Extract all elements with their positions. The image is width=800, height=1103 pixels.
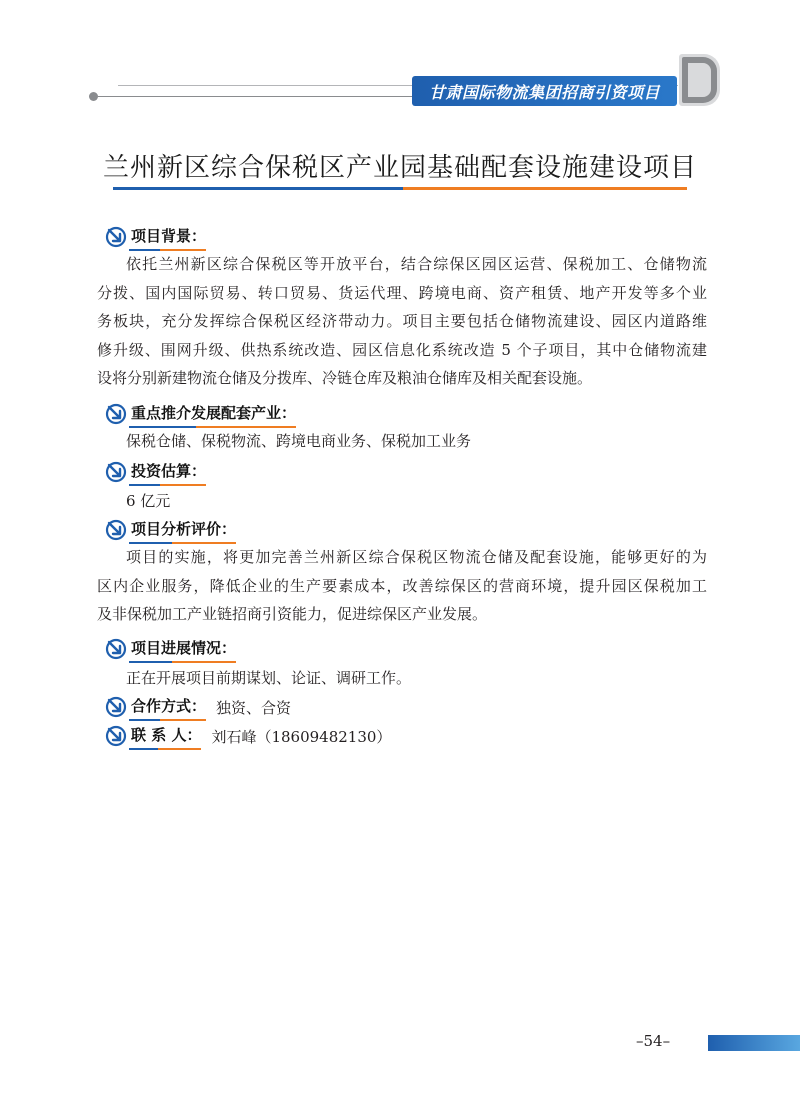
section-contact-label: 联 系 人： <box>131 724 201 748</box>
section-investment-heading <box>105 460 206 484</box>
section-cooperation-heading <box>105 695 291 719</box>
section-analysis-heading <box>105 518 236 542</box>
section-investment-label: 投资估算： <box>131 460 206 484</box>
section-background-heading <box>105 225 206 249</box>
section-industries-label: 重点推介发展配套产业： <box>131 402 296 426</box>
arrow-circle-icon <box>105 725 127 747</box>
section-progress-text: 正在开展项目前期谋划、论证、调研工作。 <box>126 669 412 687</box>
section-background-body <box>97 250 707 393</box>
arrow-circle-icon <box>105 403 127 425</box>
section-analysis-label: 项目分析评价： <box>131 518 236 542</box>
arrow-circle-icon <box>105 638 127 660</box>
section-analysis-body <box>97 543 707 629</box>
body-line: 及非保税加工产业链招商引资能力，促进综保区产业发展。 <box>97 605 488 623</box>
header-dot-icon <box>89 92 98 101</box>
arrow-circle-icon <box>105 461 127 483</box>
section-progress-heading <box>105 637 236 661</box>
body-line: 务板块，充分发挥综合保税区经济带动力。项目主要包括仓储物流建设、园区内道路维 <box>97 312 707 330</box>
footer-bar <box>708 1035 800 1051</box>
body-line: 设将分别新建物流仓储及分拨库、冷链仓库及粮油仓储库及相关配套设施。 <box>97 369 593 387</box>
section-cooperation-label: 合作方式： <box>131 695 206 719</box>
section-background-label: 项目背景： <box>131 225 206 249</box>
header-banner <box>412 76 677 106</box>
arrow-circle-icon <box>105 519 127 541</box>
section-cooperation-text: 独资、合资 <box>216 698 292 717</box>
title-underline-blue <box>113 187 403 190</box>
body-line: 区内企业服务，降低企业的生产要素成本，改善综保区的营商环境，提升园区保税加工 <box>97 576 707 595</box>
body-line: 项目的实施，将更加完善兰州新区综合保税区物流仓储及配套设施，能够更好的为 <box>126 548 707 566</box>
page-title: 兰州新区综合保税区产业园基础配套设施建设项目 <box>102 153 697 183</box>
body-line: 修升级、围网升级、供热系统改造、园区信息化系统改造 5 个子项目，其中仓储物流建 <box>97 340 707 359</box>
title-underline-orange <box>403 187 687 190</box>
header-banner-text: 甘肃国际物流集团招商引资项目 <box>428 83 660 102</box>
section-progress-label: 项目进展情况： <box>131 637 236 661</box>
section-industries-text: 保税仓储、保税物流、跨境电商业务、保税加工业务 <box>126 432 472 450</box>
section-investment-text: 6 亿元 <box>126 492 171 510</box>
section-contact-text: 刘石峰（18609482130） <box>211 727 392 746</box>
body-line: 分拨、国内国际贸易、转口贸易、货运代理、跨境电商、资产租赁、地产开发等多个业 <box>97 283 707 302</box>
section-industries-heading <box>105 402 296 426</box>
section-contact-heading <box>105 724 391 748</box>
header-divider-bottom <box>98 96 413 97</box>
header-letter-icon <box>682 57 717 103</box>
body-line: 依托兰州新区综合保税区等开放平台，结合综保区园区运营、保税加工、仓储物流 <box>126 255 707 273</box>
arrow-circle-icon <box>105 696 127 718</box>
page-number: –54– <box>636 1032 671 1050</box>
arrow-circle-icon <box>105 226 127 248</box>
